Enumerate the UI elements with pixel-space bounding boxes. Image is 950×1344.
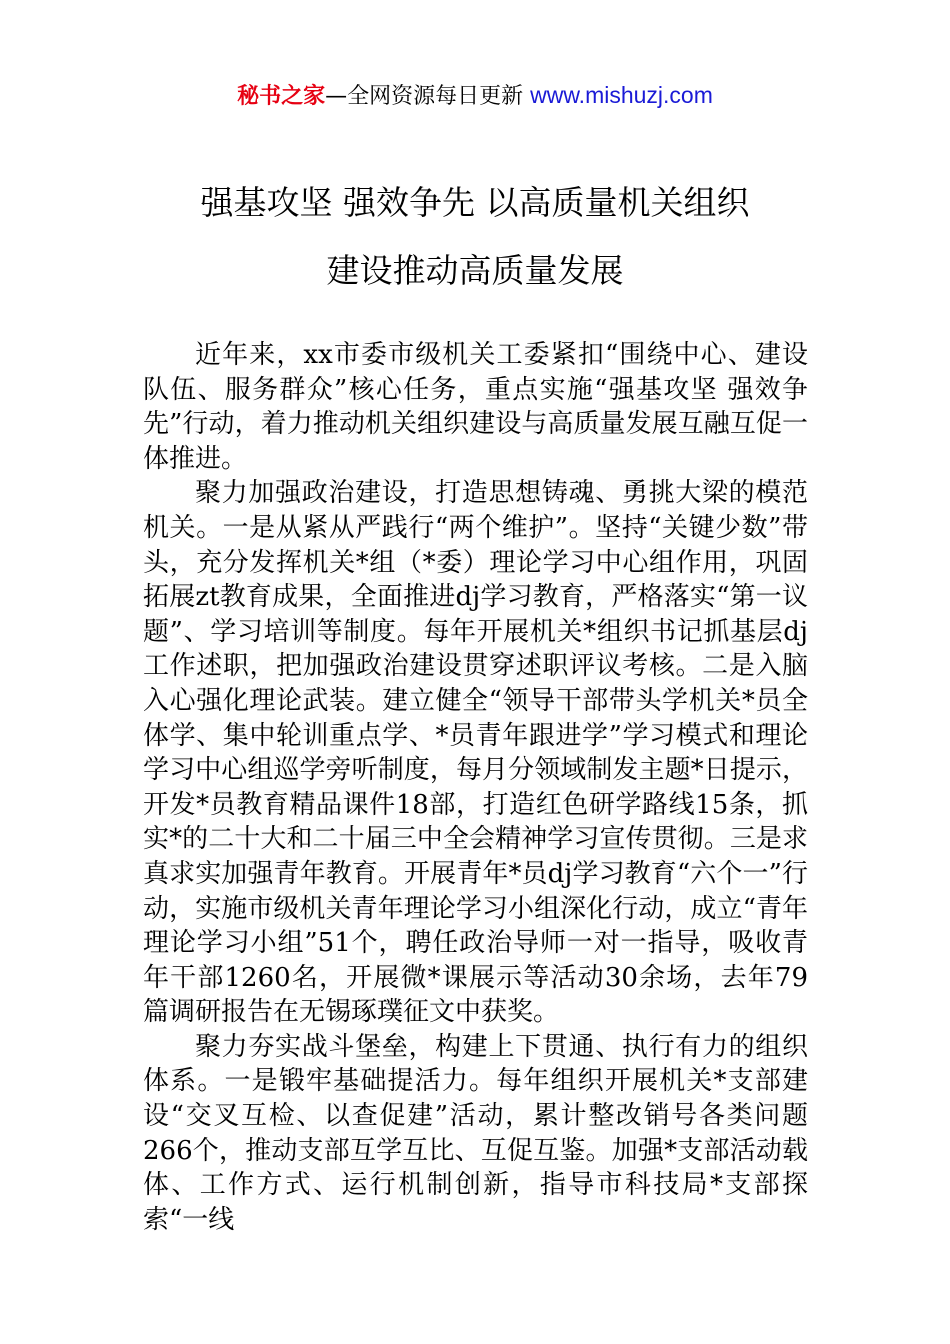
header-tagline: —全网资源每日更新 xyxy=(325,84,531,109)
document-title-line-1: 强基攻坚 强效争先 以高质量机关组织 xyxy=(200,183,750,222)
site-header xyxy=(0,78,950,114)
brand-name: 秘书之家 xyxy=(237,84,326,109)
paragraph-intro: 近年来，xx市委市级机关工委紧扣“围绕中心、建设队伍、服务群众”核心任务，重点实施“强基攻坚 强效争先”行动，着力推动机关组织建设与高质量发展互融互促一体推进。 xyxy=(143,340,808,474)
paragraph-political-building: 聚力加强政治建设，打造思想铸魂、勇挑大梁的模范机关。一是从紧从严践行“两个维护”。坚持“关键少数”带头，充分发挥机关*组（*委）理论学习中心组作用，巩固拓展zt教育成果，全面推进dj学习教育，严格落实“第一议题”、学习培训等制度。每年开展机关*组织书记抓基层dj工作述职，把加强政治建设贯穿述职评议考核。二是入脑入心强化理论武装。建立健全“领导干部带头学机关*员全体学、集中轮训重点学、*员青年跟进学”学习模式和理论学习中心组巡学旁听制度，每月分领域制发主题*日提示，开发*员教育精品课件18部，打造红色研学路线15条，抓实*的二十大和二十届三中全会精神学习宣传贯彻。三是求真求实加强青年教育。开展青年*员dj学习教育“六个一”行动，实施市级机关青年理论学习小组深化行动，成立“青年理论学习小组”51个，聘任政治导师一对一指导，吸收青年干部1260名，开展微*课展示等活动30余场，去年79篇调研报告在无锡琢璞征文中获奖。 xyxy=(143,478,808,1028)
paragraph-fortress-building: 聚力夯实战斗堡垒，构建上下贯通、执行有力的组织体系。一是锻牢基础提活力。每年组织开展机关*支部建设“交叉互检、以查促建”活动，累计整改销号各类问题266个，推动支部互学互比、互促互鉴。加强*支部活动载体、工作方式、运行机制创新，指导市科技局*支部探索“一线 xyxy=(143,1031,808,1235)
site-url-link[interactable]: www.mishuzj.com xyxy=(530,82,713,108)
document-title-line-2: 建设推动高质量发展 xyxy=(326,251,624,290)
document-body xyxy=(143,338,808,1237)
